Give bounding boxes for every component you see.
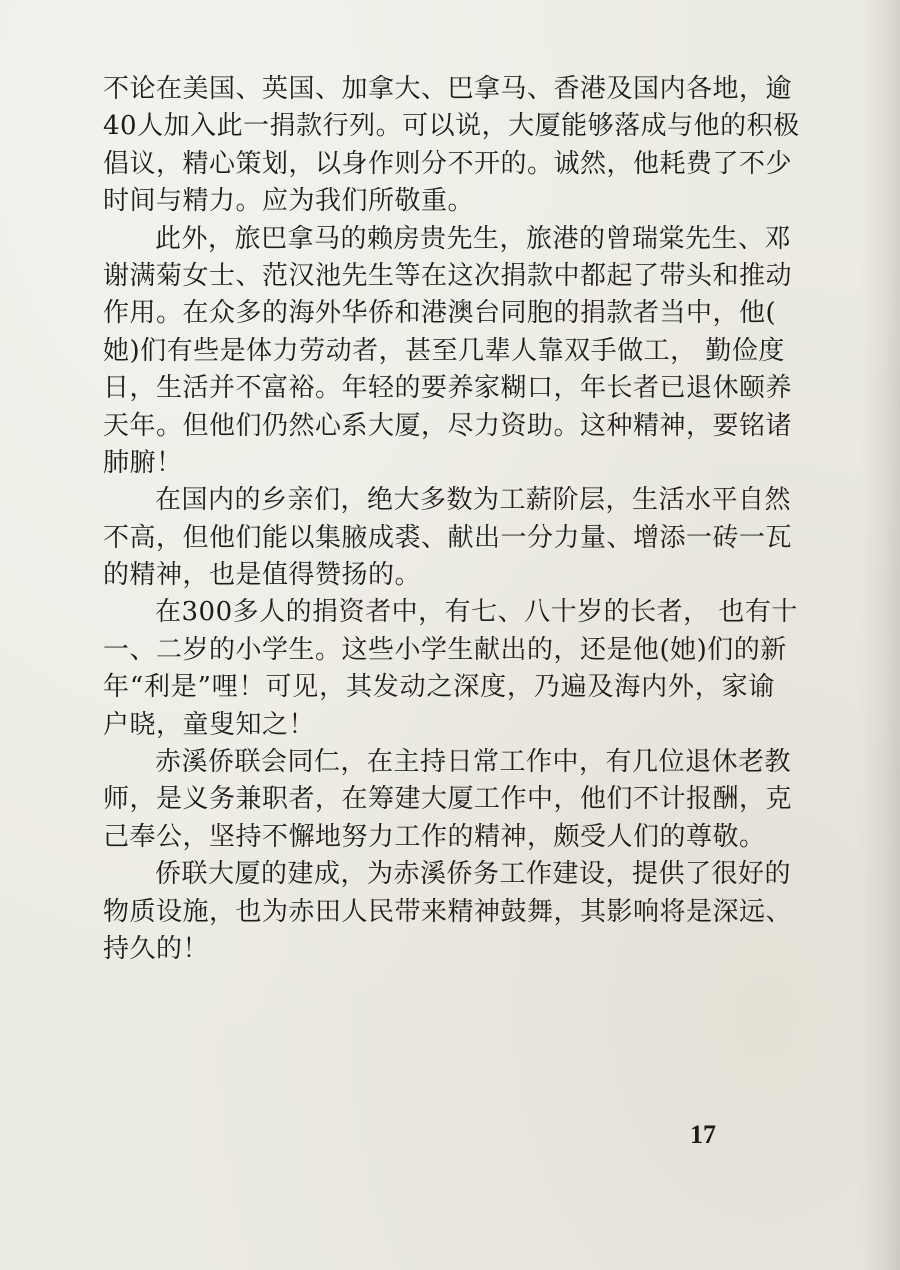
text-line: 日，生活并不富裕。年轻的要养家糊口，年长者已退休颐养 [103, 373, 793, 404]
text-line: 在国内的乡亲们，绝大多数为工薪阶层，生活水平自然 [155, 485, 792, 516]
text-line: 户晓，童叟知之！ [103, 709, 316, 740]
body-text [103, 71, 800, 968]
text-line: 不高，但他们能以集腋成裘、献出一分力量、增添一砖一瓦 [103, 522, 793, 553]
text-line: 师，是义务兼职者，在筹建大厦工作中，他们不计报酬，克 [103, 784, 793, 815]
text-line: 肺腑！ [103, 447, 183, 478]
page-number: 17 [690, 1120, 716, 1149]
text-line: 倡议，精心策划，以身作则分不开的。诚然，他耗费了不少 [103, 148, 793, 179]
page-edge-shadow [860, 0, 900, 1270]
text-line: 作用。在众多的海外华侨和港澳台同胞的捐款者当中，他( [103, 298, 777, 329]
text-line: 一、二岁的小学生。这些小学生献出的，还是他(她)们的新 [103, 634, 787, 665]
text-line: 年“利是”哩！可见，其发动之深度，乃遍及海内外，家谕 [103, 672, 775, 703]
text-line: 不论在美国、英国、加拿大、巴拿马、香港及国内各地，逾 [103, 74, 793, 104]
text-line: 在300多人的捐资者中，有七、八十岁的长者， 也有十 [155, 597, 798, 628]
text-line: 她)们有些是体力劳动者，甚至几辈人靠双手做工， 勤俭度 [103, 335, 785, 366]
text-line: 己奉公，坚持不懈地努力工作的精神，颇受人们的尊敬。 [103, 821, 766, 852]
text-line: 天年。但他们仍然心系大厦，尽力资助。这种精神，要铭诸 [103, 410, 793, 441]
text-line: 赤溪侨联会同仁，在主持日常工作中，有几位退休老教 [155, 747, 792, 778]
text-line: 40人加入此一捐款行列。可以说，大厦能够落成与他的积极 [103, 111, 800, 142]
text-line: 侨联大厦的建成，为赤溪侨务工作建设，提供了很好的 [155, 859, 792, 890]
text-line: 时间与精力。应为我们所敬重。 [103, 186, 475, 217]
text-line: 物质设施，也为赤田人民带来精神鼓舞，其影响将是深远、 [103, 896, 793, 927]
text-line: 的精神，也是值得赞扬的。 [103, 560, 422, 591]
text-line: 谢满菊女士、范汉池先生等在这次捐款中都起了带头和推动 [103, 260, 793, 291]
text-line: 此外，旅巴拿马的赖房贵先生，旅港的曾瑞棠先生、邓 [155, 223, 792, 254]
text-line: 持久的！ [103, 933, 210, 964]
